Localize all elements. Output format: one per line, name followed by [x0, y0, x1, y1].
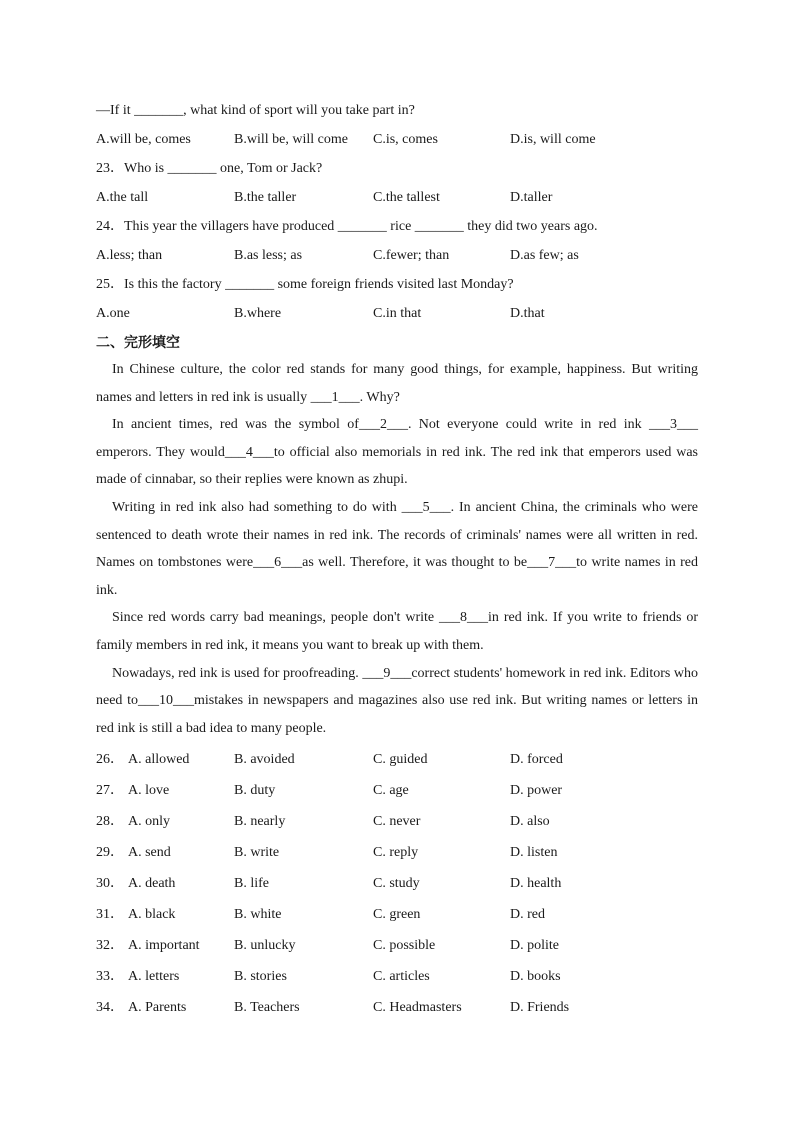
option-b: B.the taller — [234, 190, 297, 205]
option-a: A. only — [128, 814, 170, 830]
paragraph-text: Nowadays, red ink is used for proofreading. ___9___correct students' homework in red ink. Editors who need to___10___mistakes in newspapers and magazines also use red ink. But writing names or letters in red ink is still a bad idea to many people. — [96, 665, 698, 736]
paragraph-text: Since red words carry bad meanings, people don't write ___8___in red ink. If you write to friends or family members in red ink, it means you want to break up with them. — [96, 610, 698, 653]
cloze-option-row — [96, 744, 698, 775]
cloze-option-row — [96, 837, 698, 868]
option-c: C.in that — [373, 306, 422, 321]
option-d: D. forced — [510, 752, 563, 768]
option-c: C. age — [373, 783, 409, 799]
question-options — [96, 183, 698, 212]
option-b: B. nearly — [234, 814, 286, 830]
passage-paragraph — [96, 411, 698, 494]
option-c: C. possible — [373, 938, 436, 954]
option-b: B. unlucky — [234, 938, 296, 954]
cloze-option-row — [96, 992, 698, 1023]
option-a: A.less; than — [96, 248, 163, 263]
option-a: A.one — [96, 306, 130, 321]
passage-paragraph — [96, 660, 698, 743]
paragraph-text: In ancient times, red was the symbol of___2___. Not everyone could write in red ink ___3___ emperors. They would___4___to official also memorials in red ink. The red ink that emperors used was made of cinnabar, so their replies were known as zhupi. — [96, 417, 698, 488]
cloze-option-row — [96, 868, 698, 899]
option-b: B. duty — [234, 783, 276, 799]
option-a: A. death — [128, 876, 176, 892]
cloze-option-row — [96, 806, 698, 837]
option-d: D. red — [510, 907, 545, 923]
option-b: B. stories — [234, 969, 287, 985]
question-number: 29． — [96, 845, 124, 861]
question-number: 33． — [96, 969, 124, 985]
option-a: A. important — [128, 938, 200, 954]
option-a: A. Parents — [128, 1000, 187, 1016]
paragraph-text: Writing in red ink also had something to do with ___5___. In ancient China, the criminals who were sentenced to death wrote their names in red ink. The records of criminals' names were all written in red. Names on tombstones were___6___as well. Therefore, it was thought to be___7___to write names in red ink. — [96, 499, 698, 598]
option-d: D.is, will come — [510, 132, 596, 147]
option-b: B. Teachers — [234, 1000, 300, 1016]
option-c: C. articles — [373, 969, 430, 985]
cloze-option-row — [96, 899, 698, 930]
cloze-option-row — [96, 930, 698, 961]
option-b: B. write — [234, 845, 280, 861]
option-d: D.as few; as — [510, 248, 579, 263]
option-a: A. black — [128, 907, 176, 923]
option-c: C.fewer; than — [373, 248, 450, 263]
option-b: B.where — [234, 306, 282, 321]
option-a: A. letters — [128, 969, 180, 985]
question-number: 31． — [96, 907, 124, 923]
option-a: A. allowed — [128, 752, 190, 768]
option-c: C. reply — [373, 845, 419, 861]
question-stem: 23．Who is _______ one, Tom or Jack? — [96, 161, 323, 176]
question-number: 34． — [96, 1000, 124, 1016]
option-c: C. never — [373, 814, 421, 830]
option-b: B. life — [234, 876, 269, 892]
option-a: A.the tall — [96, 190, 149, 205]
option-a: A.will be, comes — [96, 132, 191, 147]
option-b: B.will be, will come — [234, 132, 348, 147]
question-stem: 24．This year the villagers have produced _______ rice _______ they did two years ago. — [96, 219, 598, 234]
option-d: D. listen — [510, 845, 558, 861]
exam-page — [96, 96, 698, 1023]
question-stem: —If it _______, what kind of sport will you take part in? — [96, 103, 415, 118]
option-c: C.is, comes — [373, 132, 438, 147]
question-number: 28． — [96, 814, 124, 830]
option-a: A. send — [128, 845, 171, 861]
option-d: D. health — [510, 876, 562, 892]
section-heading: 二、完形填空 — [96, 335, 180, 351]
option-d: D.taller — [510, 190, 553, 205]
question-number: 30． — [96, 876, 124, 892]
cloze-option-row — [96, 961, 698, 992]
paragraph-text: In Chinese culture, the color red stands for many good things, for example, happiness. But writing names and letters in red ink is usually ___1___. Why? — [96, 362, 698, 405]
question-options — [96, 125, 698, 154]
option-b: B. avoided — [234, 752, 295, 768]
option-d: D. polite — [510, 938, 559, 954]
option-c: C. guided — [373, 752, 428, 768]
question-number: 26． — [96, 752, 124, 768]
cloze-options-list — [96, 744, 698, 1023]
option-a: A. love — [128, 783, 170, 799]
option-d: D. also — [510, 814, 550, 830]
option-d: D. power — [510, 783, 563, 799]
option-b: B.as less; as — [234, 248, 303, 263]
passage-paragraph — [96, 494, 698, 604]
question-number: 32． — [96, 938, 124, 954]
cloze-option-row — [96, 775, 698, 806]
question-options — [96, 241, 698, 270]
passage-paragraph — [96, 604, 698, 659]
option-c: C.the tallest — [373, 190, 440, 205]
option-d: D. Friends — [510, 1000, 570, 1016]
question-options — [96, 299, 698, 328]
question-stem: 25．Is this the factory _______ some foreign friends visited last Monday? — [96, 277, 514, 292]
option-b: B. white — [234, 907, 282, 923]
option-d: D.that — [510, 306, 545, 321]
option-c: C. green — [373, 907, 421, 923]
option-c: C. study — [373, 876, 420, 892]
option-c: C. Headmasters — [373, 1000, 462, 1016]
option-d: D. books — [510, 969, 561, 985]
passage-paragraph — [96, 356, 698, 411]
question-number: 27． — [96, 783, 124, 799]
